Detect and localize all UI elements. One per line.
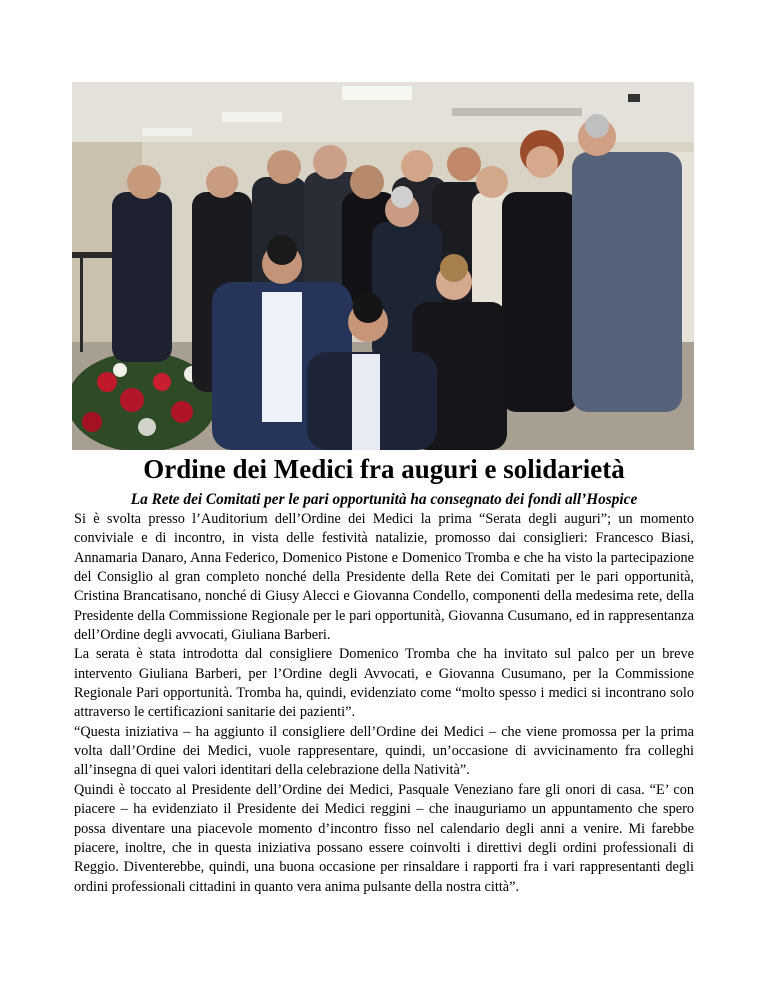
article-headline: Ordine dei Medici fra auguri e solidarietà: [143, 454, 625, 484]
article-paragraph: Si è svolta presso l’Auditorium dell’Ordine dei Medici la prima “Serata degli auguri”; un momento conviviale e di incontro, in vista delle festività natalizie, promosso dai consiglieri: Francesco Biasi, Annamaria Danaro, Anna Federico, Domenico Pistone e Domenico Tromba e che ha visto la partecipazione del Consiglio al gran completo nonché della Presidente della Rete dei Comitati per le pari opportunità, Cristina Brancatisano, nonché di Giusy Alecci e Giovanna Condello, componenti della medesima rete, della Presidente della Commissione Regionale per le pari opportunità, Giovanna Cusumano, ed in rappresentanza dell’Ordine degli avvocati, Giuliana Barberi.: [74, 511, 694, 644]
article-body: [74, 510, 694, 897]
article-subheadline: La Rete dei Comitati per le pari opportunità ha consegnato dei fondi all’Hospice: [130, 491, 638, 508]
article-paragraph: Quindi è toccato al Presidente dell’Ordine dei Medici, Pasquale Veneziano fare gli onori di casa. “E’ con piacere – ha evidenziato il Presidente dei Medici reggini – che inauguriamo un appuntamento che spero possa diventare una piacevole momento d’incontro fisso nel calendario degli anni a venire. Mi farebbe piacere, inoltre, che in questa iniziativa possano essere coinvolti i direttivi degli ordini professionali di Reggio. Diventerebbe, quindi, una buona occasione per rinsaldare i rapporti fra i vari rappresentanti degli ordini professionali cittadini in quanto vera anima pulsante della nostra città”.: [74, 781, 694, 895]
article-paragraph: La serata è stata introdotta dal consigliere Domenico Tromba che ha invitato sul palco per un breve intervento Giuliana Barberi, per l’Ordine degli Avvocati, e Giovanna Cusumano, per la Commissione Regionale Pari opportunità. Tromba ha, quindi, evidenziato come “molto spesso i medici si incontrano solo attraverso le certificazioni sanitarie dei pazienti”.: [74, 646, 694, 721]
article-paragraph: “Questa iniziativa – ha aggiunto il consigliere dell’Ordine dei Medici – che viene promossa per la prima volta dall’Ordine dei Medici, vuole rappresentare, quindi, un’occasione di avvicinamento fra colleghi all’insegna di quei valori identitari della celebrazione della Natività”.: [74, 723, 694, 779]
group-photo: [72, 82, 694, 450]
